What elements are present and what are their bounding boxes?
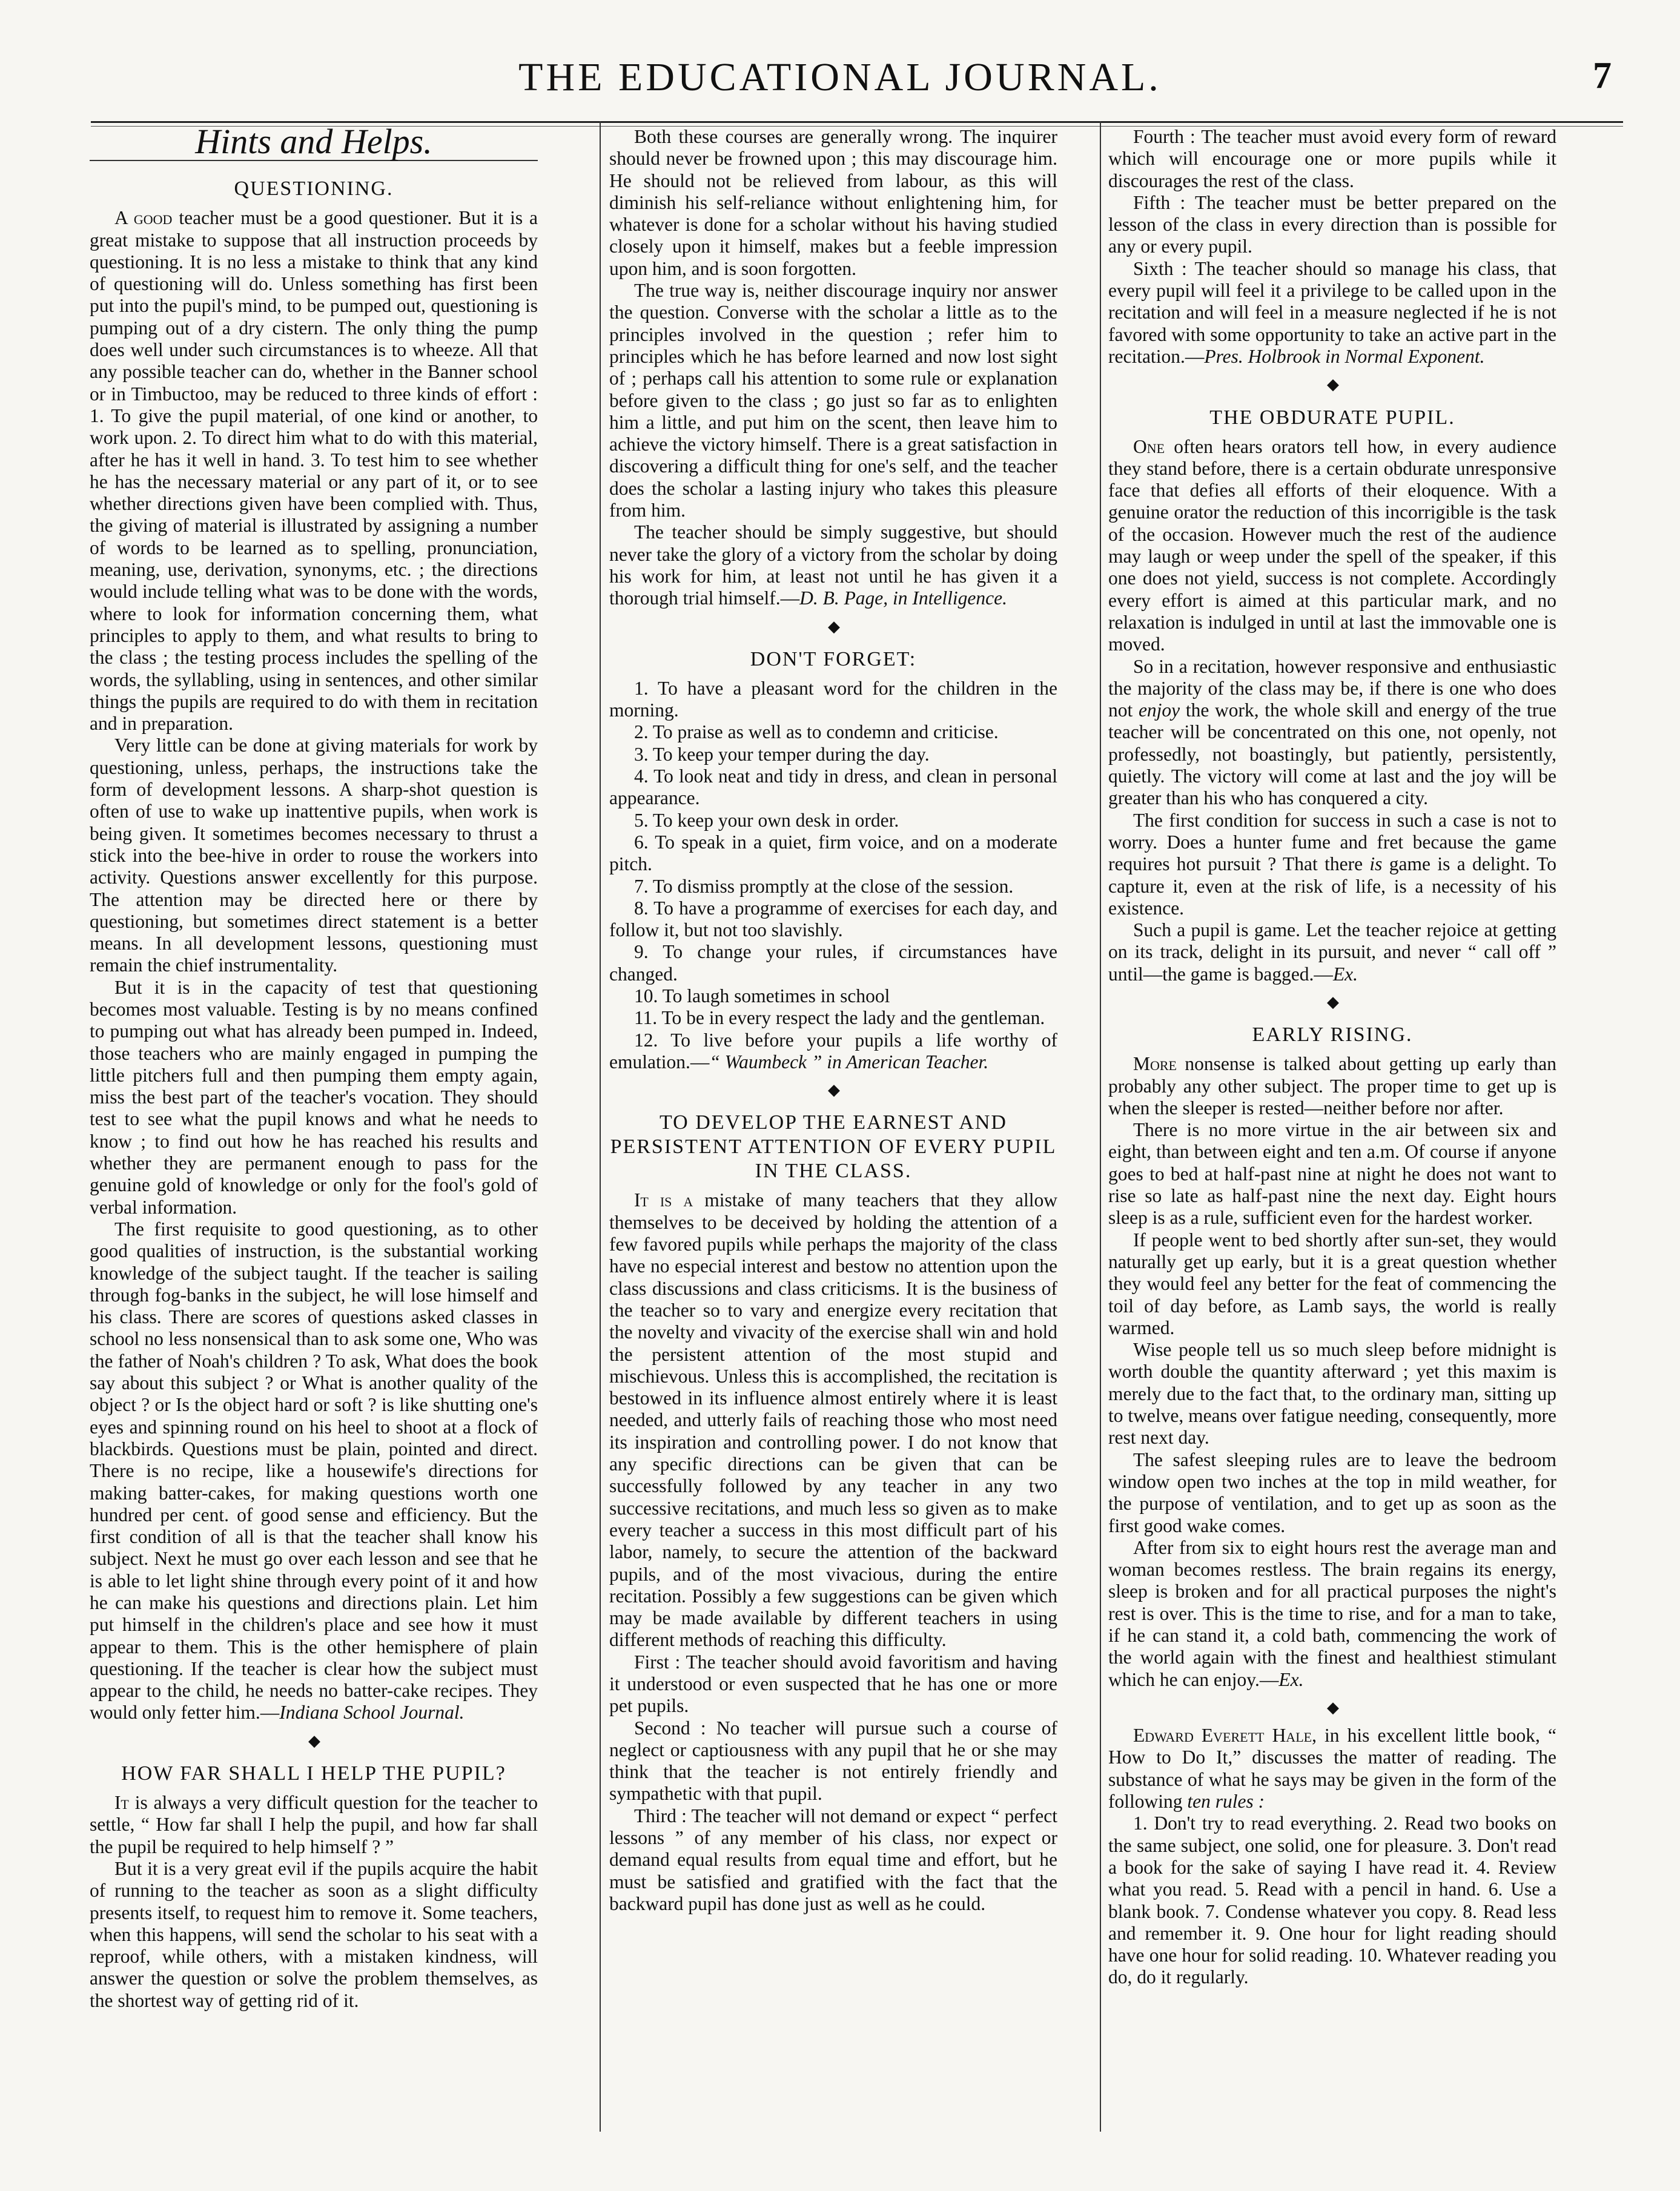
list-item: 7. To dismiss promptly at the close of the session. xyxy=(633,875,1014,897)
column-3 xyxy=(1108,126,1556,2143)
help-pupil-paragraph: But it is a very great evil if the pupils acquire the habit of running to the teacher as soon as a slight difficulty presents itself, to request him to remove it. Some teachers, when this happens, will send the scholar to his seat with a reproof, while others, with a mistaken kindness, will answer the question or solve the problem themselves, as the shortest way of getting rid of it. xyxy=(90,1857,538,2011)
questioning-paragraph: The first requisite to good questioning, as to other good qualities of instruction, is the substantial working knowledge of the subject taught. If the teacher is sailing through fog-banks in the subject, he will lose himself and his class. There are scores of questions asked classes in school no less nonsensical than to ask some one, Who was the father of Noah's children ? To ask, What does the book say about this subject ? or What is another quality of the object ? or Is the object hard or soft ? is like shutting one's eyes and spinning round on his heel to shoot at a flock of blackbirds. Questions must be plain, pointed and direct. There is no recipe, like a housewife's directions for making batter-cakes, for making questions worth one hundred per cent. of good sense and efficiency. But the first condition of all is that the teacher shall know his subject. Next he must go over each lesson and see that he is able to let light shine through every point of it and how he can make his questions and directions plain. Let him put himself in the children's place and see how it must appear to them. This is the other hemisphere of plain questioning. If the teacher is clear how the subject must appear to the child, he needs no batter-cake recipes. They would only fetter him.—Indiana School Journal. xyxy=(90,1218,538,1723)
dont-forget-list xyxy=(609,678,1057,1073)
list-item: 1. To have a pleasant word for the children in the morning. xyxy=(609,677,1057,721)
masthead xyxy=(0,24,1680,103)
column-rule-2 xyxy=(1100,121,1101,2132)
ornament-divider: ◆ xyxy=(1327,1698,1338,1716)
ornament-divider: ◆ xyxy=(1327,993,1338,1011)
list-item: 12. To live before your pupils a life worthy of emulation.—“ Waumbeck ” in American Teacher. xyxy=(609,1029,1057,1072)
obdurate-paragraph: The first condition for success in such a case is not to worry. Does a hunter fume and fret because the game requires hot pursuit ? That there is game is a delight. To capture it, even at the risk of life, is a necessity of his existence. xyxy=(1108,809,1556,919)
help-pupil-paragraph: The teacher should be simply suggestive, but should never take the glory of a victory from the scholar by doing his work for him, at least not until he has given it a thorough trial himself.—D. B. Page, in Intelligence. xyxy=(609,521,1057,609)
list-item: 3. To keep your temper during the day. xyxy=(633,743,930,765)
list-item: 2. To praise as well as to condemn and criticise. xyxy=(633,721,999,743)
obdurate-paragraph: So in a recitation, however responsive and enthusiastic the majority of the class may be, if there is one who does not enjoy the work, the whole skill and energy of the true teacher will be concentrated on this one, not openly, not professedly, not boastingly, but patiently, persistently, quietly. The victory will come at last and the joy will be greater than his who has conquered a city. xyxy=(1108,655,1556,809)
attention-paragraph: First : The teacher should avoid favoritism and having it understood or even suspected that he has one or more pet pupils. xyxy=(609,1651,1057,1717)
early-rising-source: Ex. xyxy=(1278,1668,1304,1690)
early-rising-paragraph: If people went to bed shortly after sun-set, they would naturally get up early, but it is a great question whether they would feel any better for the feat of commencing the toil of day before, as Lamb says, the world is really warmed. xyxy=(1108,1229,1556,1338)
obdurate-paragraph: One often hears orators tell how, in every audience they stand before, there is a certain obdurate unresponsive face that defies all efforts of their eloquence. With a genuine orator the reduction of this incorrigible is the task of the occasion. However much the rest of the audience may laugh or weep under the spell of the speaker, if this one does not yield, success is not complete. Accordingly every effort is aimed at this particular mark, and no relaxation is indulged in until at last the immovable one is moved. xyxy=(1108,435,1556,655)
journal-title: THE EDUCATIONAL JOURNAL. xyxy=(518,55,1162,99)
hale-paragraph: Edward Everett Hale, in his excellent little book, “ How to Do It,” discusses the matter of reading. The substance of what he says may be given in the form of the following ten rules : xyxy=(1108,1725,1556,1813)
questioning-source: Indiana School Journal. xyxy=(279,1702,465,1723)
help-pupil-paragraph: Both these courses are generally wrong. The inquirer should never be frowned upon ; this may discourage him. He should not be relieved from labour, as this will diminish his self-reliance without enlightening him, for whatever is done for a scholar without his having studied closely upon it himself, makes but a feeble impression upon him, and is soon forgotten. xyxy=(609,126,1057,279)
help-pupil-paragraph: The true way is, neither discourage inquiry nor answer the question. Converse with the scholar a little as to the principles involved in the question ; refer him to principles which he has before learned and now lost sight of ; perhaps call his attention to some rule or explanation before given to the class ; go just so far as to enlighten him a little, and put him on the scent, then leave him to achieve the victory himself. There is a great satisfaction in discovering a difficult thing for one's self, and the teacher does the scholar a lasting injury who takes this pleasure from him. xyxy=(609,280,1057,521)
attention-paragraph: Sixth : The teacher should so manage his class, that every pupil will feel it a privilege to be called upon in the recitation and will feel in a measure neglected if he is not favored with some opportunity to take an active part in the recitation.—Pres. Holbrook in Normal Exponent. xyxy=(1108,257,1556,367)
obdurate-source: Ex. xyxy=(1332,963,1358,985)
list-item: 8. To have a programme of exercises for each day, and follow it, but not too slavishly. xyxy=(609,897,1057,941)
attention-paragraph: Third : The teacher will not demand or expect “ perfect lessons ” of any member of his class, nor expect or demand equal results from equal time and effort, but he must be satisfied and gratified with the fact that the backward pupil has done just as well as he could. xyxy=(609,1805,1057,1914)
early-rising-title: EARLY RISING. xyxy=(1252,1023,1413,1046)
attention-paragraph: Fifth : The teacher must be better prepared on the lesson of the class in every direction than is possible for any or every pupil. xyxy=(1108,191,1556,257)
obdurate-title: THE OBDURATE PUPIL. xyxy=(1209,406,1455,429)
column-rule-1 xyxy=(600,121,601,2132)
help-pupil-title: HOW FAR SHALL I HELP THE PUPIL? xyxy=(121,1762,506,1785)
list-item: 9. To change your rules, if circumstances have changed. xyxy=(609,941,1057,985)
questioning-paragraph: But it is in the capacity of test that questioning becomes most valuable. Testing is by no means confined to pumping out what has already been pumped in. Indeed, those teachers who are mainly engaged in pumping the little pitchers full and then pumping them empty again, miss the best part of the teacher's vocation. They should test to see what the pupil knows and what he needs to know ; to find out how he has reached his results and whether they are permanent enough to pass for the genuine gold of knowledge or only for the fool's gold of verbal information. xyxy=(90,976,538,1218)
help-pupil-source: D. B. Page, in Intelligence. xyxy=(799,587,1007,609)
ornament-divider: ◆ xyxy=(308,1731,319,1750)
ornament-divider: ◆ xyxy=(1327,375,1338,394)
column-2 xyxy=(609,126,1057,2143)
attention-paragraph: Second : No teacher will pursue such a course of neglect or captiousness with any pupil that he or she may think that the teacher is not entirely friendly and sympathetic with that pupil. xyxy=(609,1717,1057,1805)
department-title: Hints and Helps. xyxy=(195,126,432,161)
dont-forget-source: “ Waumbeck ” in American Teacher. xyxy=(709,1051,989,1072)
header-rule xyxy=(91,121,1623,123)
questioning-title: QUESTIONING. xyxy=(234,177,394,200)
dont-forget-title: DON'T FORGET: xyxy=(750,647,917,670)
attention-paragraph: Fourth : The teacher must avoid every form of reward which will encourage one or more pupils while it discourages the rest of the class. xyxy=(1108,126,1556,191)
list-item: 5. To keep your own desk in order. xyxy=(633,809,899,831)
obdurate-paragraph: Such a pupil is game. Let the teacher rejoice at getting on its track, delight in its pursuit, and never “ call off ” until—the game is bagged.—Ex. xyxy=(1108,919,1556,985)
list-item: 4. To look neat and tidy in dress, and clean in personal appearance. xyxy=(609,765,1057,809)
questioning-paragraph: A good teacher must be a good questioner. But it is a great mistake to suppose that all instruction proceeds by questioning. It is no less a mistake to think that any kind of questioning will do. Unless something has first been put into the pupil's mind, to be pumped out, questioning is pumping out of a dry cistern. The only thing the pump does well under such circumstances is to wheeze. All that any possible teacher can do, whether in the Banner school or in Timbuctoo, may be reduced to three kinds of effort : 1. To give the pupil material, of one kind or another, to work upon. 2. To direct him what to do with this material, after he has it well in hand. 3. To test him to see whether he has the necessary material or any part of it, or to see whether directions given have been complied with. Thus, the giving of material is illustrated by assigning a number of words to be learned as to spelling, pronunciation, meaning, use, derivation, synonyms, etc. ; the directions would include telling what was to be done with the words, where to look for information concerning them, what principles to apply to them, and what results to bring to the class ; the testing process includes the spelling of the words, the syllabling, using in sentences, and other similar things the pupils are required to do with them in recitation and in preparation. xyxy=(90,207,538,735)
attention-paragraph: It is a mistake of many teachers that they allow themselves to be deceived by holding the attention of a few favored pupils while perhaps the majority of the class have no especial interest and bestow no attention upon the class discussions and class criticisms. It is the business of the teacher so to vary and energize every recitation that the novelty and vivacity of the exercise shall win and hold the persistent attention of the most stupid and mischievous. Unless this is accomplished, the recitation is bestowed in its influence almost entirely where it is least needed, and utterly fails of reaching those who most need its inspiration and controlling power. I do not know that any specific directions can be given that can be successfully followed by any teacher in any two successive recitations, and much less so given as to make every teacher a success in this most difficult part of his labor, namely, to secure the attention of the backward pupils, and of the most vivacious, during the entire recitation. Possibly a few suggestions can be given which may be made available by different teachers in using different methods of reaching this difficulty. xyxy=(609,1189,1057,1651)
early-rising-paragraph: After from six to eight hours rest the average man and woman becomes restless. The brain regains its energy, sleep is broken and for all practical purposes the night's rest is over. This is the time to rise, and for a man to take, if he can stand it, a cold bath, commencing the work of the world again with the finest and healthiest stimulant which he can enjoy.—Ex. xyxy=(1108,1536,1556,1690)
attention-source: Pres. Holbrook in Normal Exponent. xyxy=(1204,345,1485,367)
column-1 xyxy=(90,126,538,2143)
questioning-paragraph: Very little can be done at giving materials for work by questioning, unless, perhaps, the instructions take the form of development lessons. A sharp-shot question is often of use to wake up inattentive pupils, when work is being given. It sometimes becomes necessary to thrust a stick into the bee-hive in order to rouse the workers into activity. Questions answer excellently for this purpose. The attention may be directed here or there by questioning, but sometimes direct statement is a better means. In all development lessons, questioning must remain the chief instrumentality. xyxy=(90,735,538,976)
early-rising-paragraph: The safest sleeping rules are to leave the bedroom window open two inches at the top in mild weather, for the purpose of ventilation, and to get up as soon as the first good wake comes. xyxy=(1108,1449,1556,1536)
attention-title: TO DEVELOP THE EARNEST AND PERSISTENT ATTENTION OF EVERY PUPIL IN THE CLASS. xyxy=(610,1111,1057,1183)
early-rising-paragraph: Wise people tell us so much sleep before midnight is worth double the quantity afterward ; yet this maxim is merely due to the fact that, to the ordinary man, sitting up to twelve, means over fatigue needing, consequently, more rest next day. xyxy=(1108,1339,1556,1449)
list-item: 6. To speak in a quiet, firm voice, and on a moderate pitch. xyxy=(609,831,1057,875)
page-number: 7 xyxy=(1593,55,1612,96)
early-rising-paragraph: There is no more virtue in the air between six and eight, than between eight and ten a.m. Of course if anyone goes to bed at half-past nine at night he does not want to rise so late as half-past nine the next day. Eight hours sleep is as a rule, sufficient even for the hardest worker. xyxy=(1108,1119,1556,1229)
list-item: 11. To be in every respect the lady and the gentleman. xyxy=(633,1007,1045,1029)
ornament-divider: ◆ xyxy=(828,1081,839,1099)
help-pupil-paragraph: It is always a very difficult question for the teacher to settle, “ How far shall I help the pupil, and how far shall the pupil be required to help himself ? ” xyxy=(90,1792,538,1857)
early-rising-paragraph: More nonsense is talked about getting up early than probably any other subject. The proper time to get up is when the sleeper is rested—neither before nor after. xyxy=(1108,1053,1556,1119)
hale-rules: 1. Don't try to read everything. 2. Read two books on the same subject, one solid, one for pleasure. 3. Don't read a book for the sake of saying I have read it. 4. Review what you read. 5. Read with a pencil in hand. 6. Use a blank book. 7. Condense whatever you copy. 8. Read less and remember it. 9. One hour for light reading should have one hour for solid reading. 10. Whatever reading you do, do it regularly. xyxy=(1108,1813,1556,1988)
list-item: 10. To laugh sometimes in school xyxy=(633,985,890,1006)
ornament-divider: ◆ xyxy=(828,617,839,635)
